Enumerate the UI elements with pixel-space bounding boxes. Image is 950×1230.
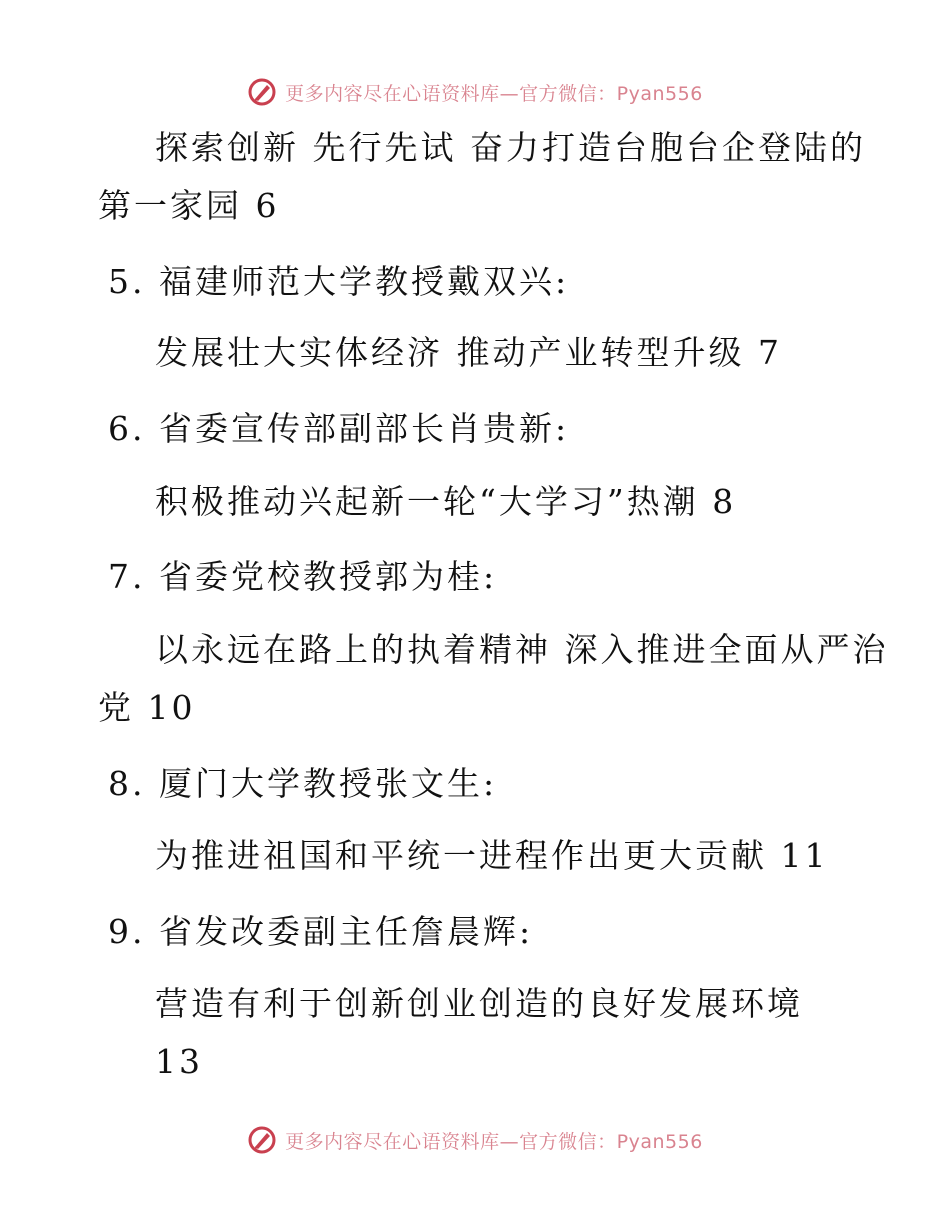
toc-entry-title: 积极推动兴起新一轮“大学习”热潮 8 xyxy=(155,482,737,521)
toc-entry-page-number: 13 xyxy=(155,1042,203,1081)
toc-entry-title: 以永远在路上的执着精神 深入推进全面从严治 xyxy=(155,630,889,669)
pen-seal-icon xyxy=(247,1125,277,1155)
toc-entry-author: 5. 福建师范大学教授戴双兴: xyxy=(108,262,570,301)
pen-seal-icon xyxy=(247,77,277,107)
toc-entry-title-continued: 第一家园 6 xyxy=(98,186,280,225)
watermark-text: 更多内容尽在心语资料库—官方微信：Pyan556 xyxy=(285,1130,703,1153)
toc-entry-author: 7. 省委党校教授郭为桂: xyxy=(108,557,498,596)
toc-entry-author: 6. 省委宣传部副部长肖贵新: xyxy=(108,409,570,448)
footer-watermark xyxy=(0,1120,950,1160)
toc-entry-title: 营造有利于创新创业创造的良好发展环境 xyxy=(155,984,803,1023)
toc-entry-author: 8. 厦门大学教授张文生: xyxy=(108,764,498,803)
watermark-text: 更多内容尽在心语资料库—官方微信：Pyan556 xyxy=(285,82,703,105)
toc-entry-title: 为推进祖国和平统一进程作出更大贡献 11 xyxy=(155,836,829,875)
toc-entry-title: 发展壮大实体经济 推动产业转型升级 7 xyxy=(155,333,782,372)
toc-entry-title-continued: 党 10 xyxy=(98,688,196,727)
toc-entry-author: 9. 省发改委副主任詹晨辉: xyxy=(108,912,534,951)
header-watermark xyxy=(0,72,950,112)
toc-entry-title: 探索创新 先行先试 奋力打造台胞台企登陆的 xyxy=(155,128,866,167)
